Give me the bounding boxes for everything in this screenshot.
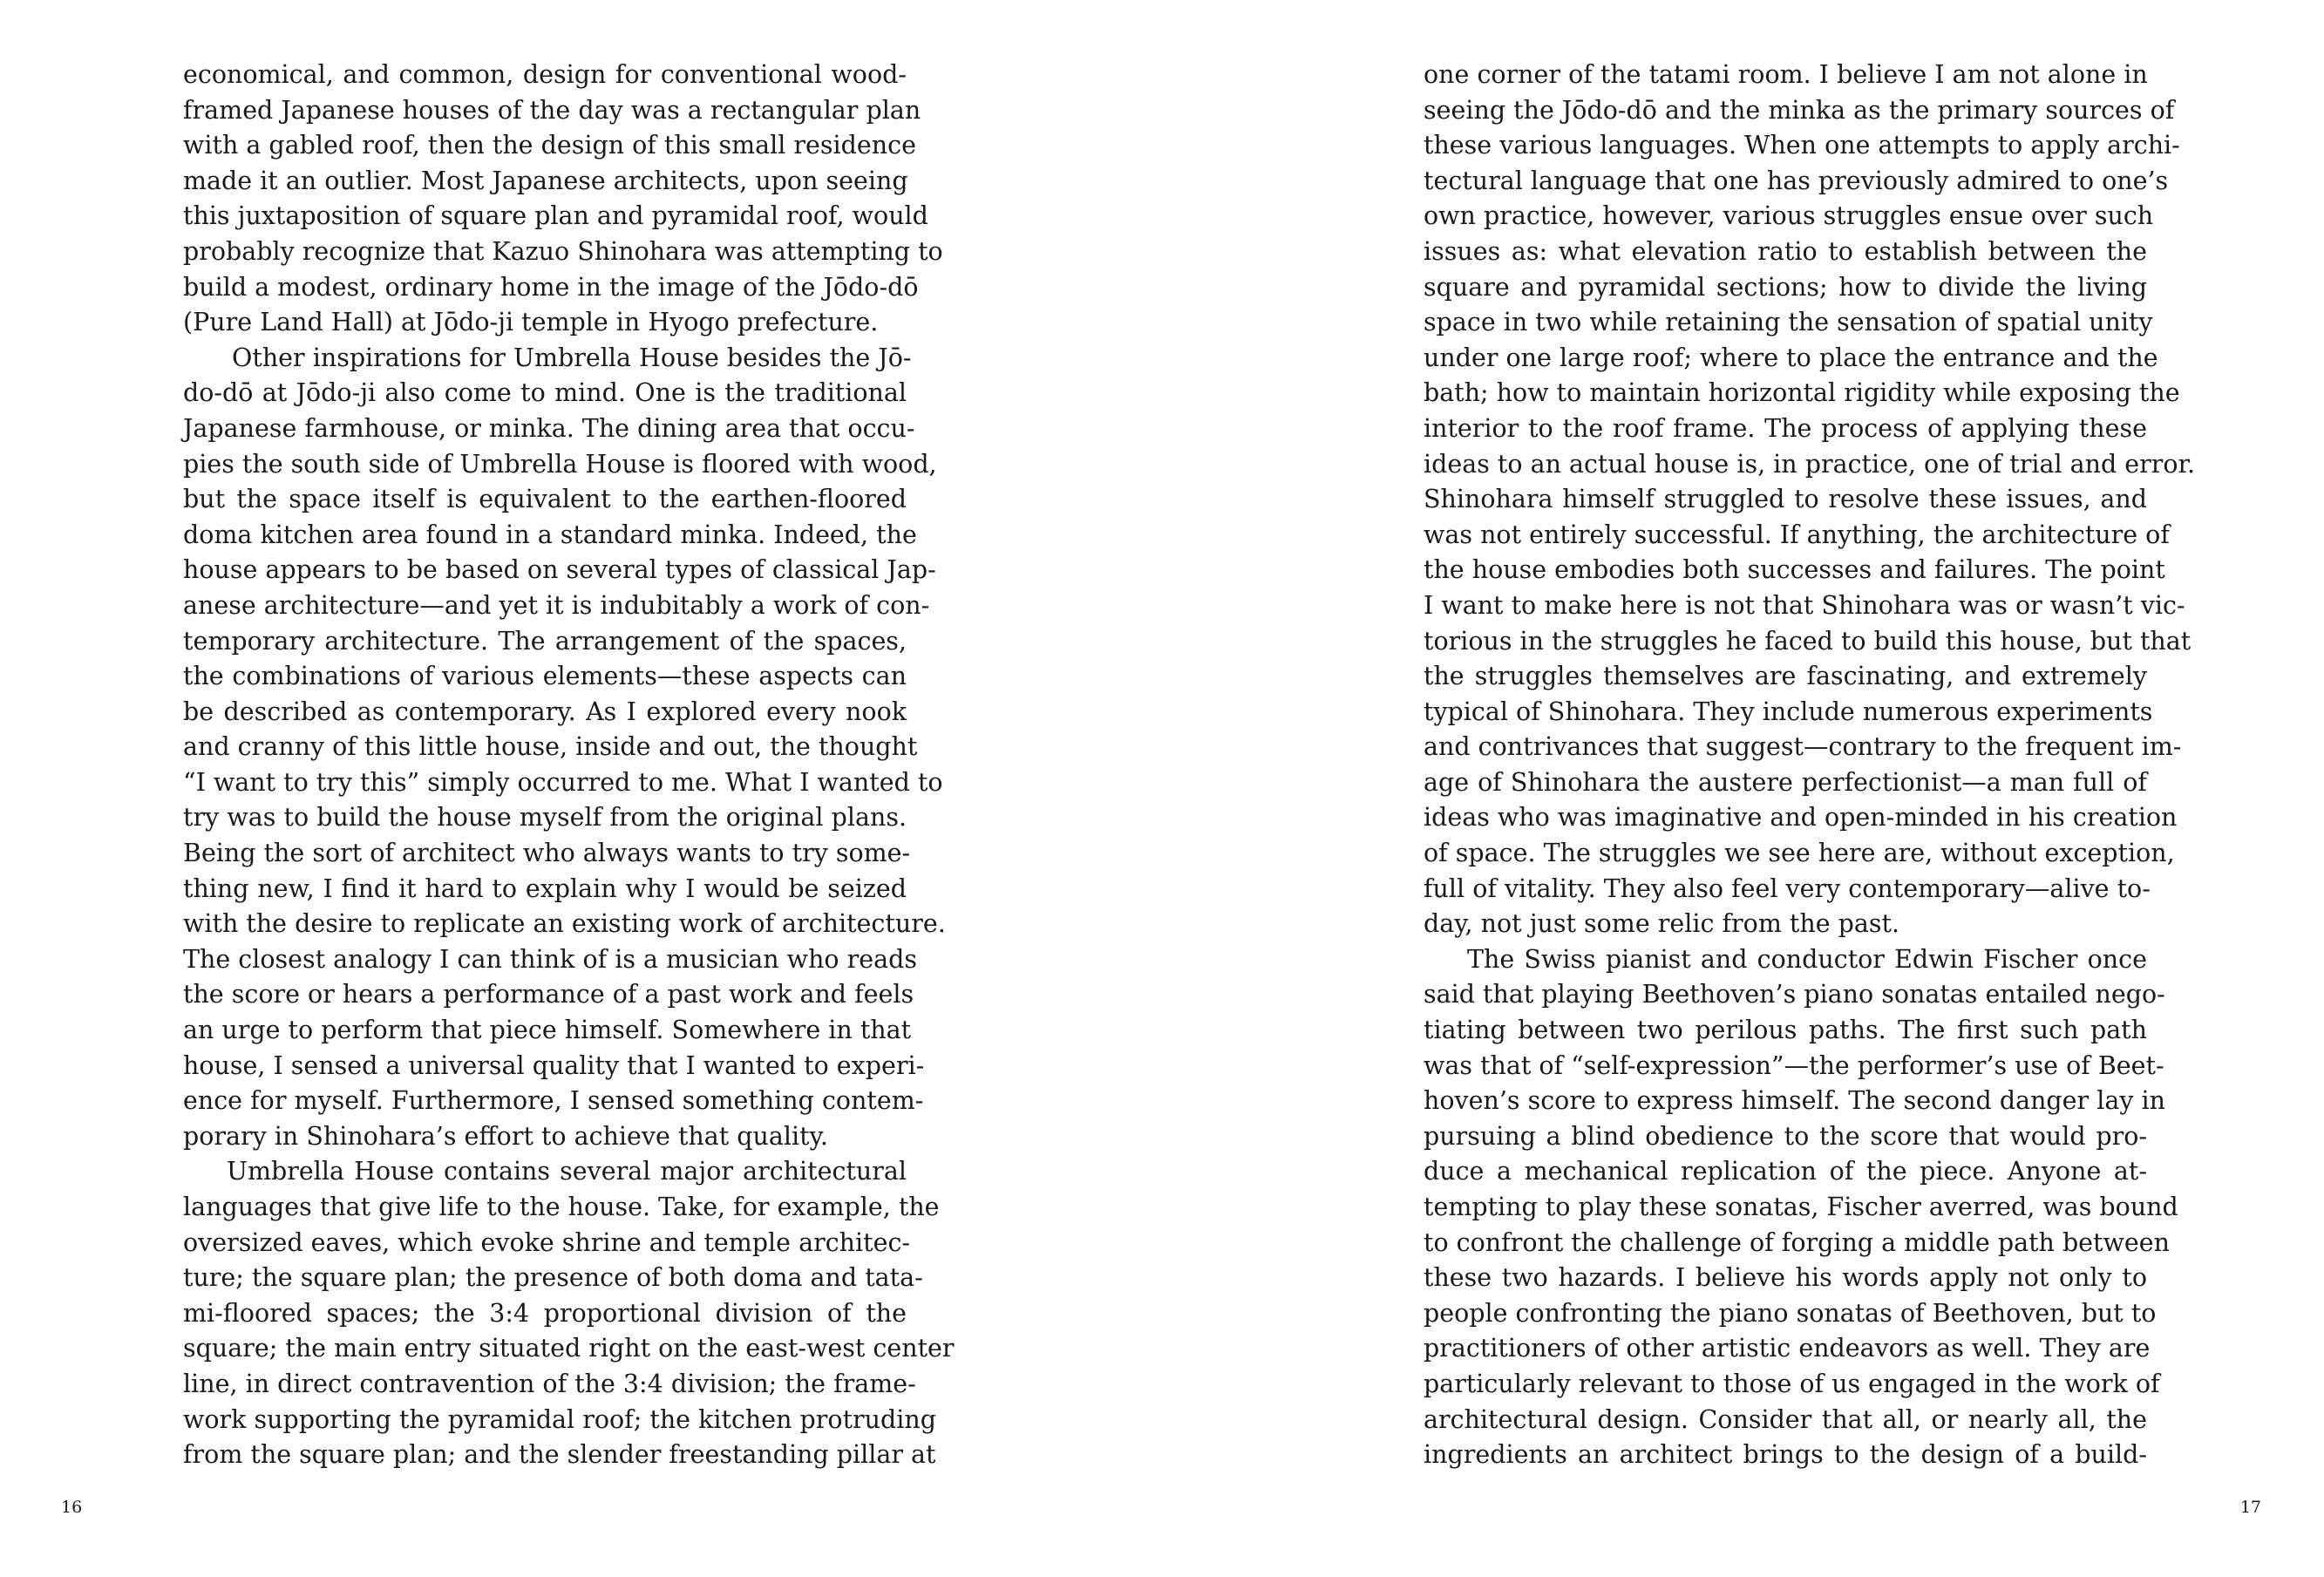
text-line: was that of “self-expression”—the performer’s use of Beet-	[1424, 1050, 2164, 1080]
text-line: build a modest, ordinary home in the image of the Jōdo-dō	[183, 272, 919, 302]
text-line: ideas to an actual house is, in practice, one of trial and error.	[1424, 449, 2196, 479]
text-line: pursuing a blind obedience to the score that would pro-	[1424, 1121, 2147, 1151]
text-line: I want to make here is not that Shinohara was or wasn’t vic-	[1424, 590, 2185, 620]
text-line: and contrivances that suggest—contrary to the frequent im-	[1424, 732, 2182, 762]
text-line: framed Japanese houses of the day was a rectangular plan	[183, 95, 921, 125]
text-line: the house embodies both successes and failures. The point	[1424, 555, 2165, 585]
text-line: these two hazards. I believe his words apply not only to	[1424, 1263, 2147, 1293]
text-line: the struggles themselves are fascinating, and extremely	[1424, 662, 2147, 691]
text-line: ture; the square plan; the presence of both doma and tata-	[183, 1263, 923, 1293]
text-line: Shinohara himself struggled to resolve these issues, and	[1424, 485, 2147, 514]
text-line: with a gabled roof, then the design of this small residence	[183, 131, 916, 160]
text-line: under one large roof; where to place the entrance and the	[1424, 343, 2158, 372]
text-line: doma kitchen area found in a standard minka. Indeed, the	[183, 520, 917, 549]
text-line: temporary architecture. The arrangement of the spaces,	[183, 626, 907, 656]
text-line: ideas who was imaginative and open-minded in his creation	[1424, 803, 2178, 833]
text-line: bath; how to maintain horizontal rigidity while exposing the	[1424, 378, 2180, 408]
text-line: torious in the struggles he faced to build this house, but that	[1424, 626, 2191, 656]
text-line: said that playing Beethoven’s piano sonatas entailed nego-	[1424, 980, 2165, 1009]
text-line: to confront the challenge of forging a middle path between	[1424, 1227, 2170, 1257]
text-line: but the space itself is equivalent to the earthen-floored	[183, 485, 907, 514]
right-page-body	[1424, 58, 2196, 1473]
text-line: Umbrella House contains several major architectural	[227, 1157, 907, 1186]
text-line: oversized eaves, which evoke shrine and temple architec-	[183, 1227, 911, 1257]
text-line: interior to the roof frame. The process of applying these	[1424, 413, 2147, 443]
right-page	[1162, 0, 2324, 1577]
text-line: age of Shinohara the austere perfectionist—a man full of	[1424, 767, 2147, 797]
text-line: ence for myself. Furthermore, I sensed something contem-	[183, 1086, 924, 1116]
text-line: tectural language that one has previously admired to one’s	[1424, 166, 2169, 195]
text-line: own practice, however, various struggles ensue over such	[1424, 201, 2154, 231]
page-number-right: 17	[2239, 1498, 2261, 1517]
text-line: The Swiss pianist and conductor Edwin Fischer once	[1467, 944, 2147, 974]
text-line: these various languages. When one attempts to apply archi-	[1424, 131, 2180, 160]
text-line: be described as contemporary. As I explored every nook	[183, 697, 907, 726]
text-line: space in two while retaining the sensation of spatial unity	[1424, 308, 2153, 337]
text-line: Japanese farmhouse, or minka. The dining area that occu-	[183, 413, 915, 443]
text-line: hoven’s score to express himself. The second danger lay in	[1424, 1086, 2165, 1116]
text-line: day, not just some relic from the past.	[1424, 909, 1900, 939]
text-line: house appears to be based on several types of classical Jap-	[183, 555, 936, 585]
text-line: line, in direct contravention of the 3:4 division; the frame-	[183, 1369, 916, 1398]
text-line: issues as: what elevation ratio to establish between the	[1424, 236, 2147, 266]
text-line: of space. The struggles we see here are, without exception,	[1424, 839, 2175, 868]
text-line: work supporting the pyramidal roof; the kitchen protruding	[183, 1404, 936, 1434]
text-line: economical, and common, design for conventional wood-	[183, 60, 907, 89]
page-number-left: 16	[61, 1498, 83, 1517]
text-line: thing new, I find it hard to explain why I would be seized	[183, 873, 907, 903]
text-line: (Pure Land Hall) at Jōdo-ji temple in Hyogo prefecture.	[183, 308, 879, 337]
text-line: tempting to play these sonatas, Fischer averred, was bound	[1424, 1193, 2178, 1221]
text-line: Other inspirations for Umbrella House besides the Jō-	[232, 343, 912, 372]
text-line: an urge to perform that piece himself. Somewhere in that	[183, 1016, 912, 1045]
text-line: probably recognize that Kazuo Shinohara was attempting to	[183, 236, 943, 266]
text-line: Being the sort of architect who always wants to try some-	[183, 839, 911, 868]
text-line: pies the south side of Umbrella House is floored with wood,	[183, 449, 937, 479]
text-line: architectural design. Consider that all, or nearly all, the	[1424, 1404, 2147, 1434]
text-line: people confronting the piano sonatas of Beethoven, but to	[1424, 1298, 2157, 1328]
left-page-body	[183, 58, 955, 1473]
text-line: practitioners of other artistic endeavors as well. They are	[1424, 1334, 2151, 1363]
text-line: seeing the Jōdo-dō and the minka as the primary sources of	[1424, 95, 2175, 125]
text-line: anese architecture—and yet it is indubitably a work of con-	[183, 590, 930, 620]
text-line: house, I sensed a universal quality that I wanted to experi-	[183, 1050, 925, 1080]
text-line: ingredients an architect brings to the design of a build-	[1424, 1440, 2147, 1470]
text-line: the combinations of various elements—these aspects can	[183, 662, 907, 691]
text-line: “I want to try this” simply occurred to me. What I wanted to	[183, 767, 943, 797]
text-line: square and pyramidal sections; how to divide the living	[1424, 272, 2147, 302]
text-line: mi-floored spaces; the 3:4 proportional division of the	[183, 1298, 907, 1328]
text-line: typical of Shinohara. They include numerous experiments	[1424, 697, 2153, 726]
text-line: from the square plan; and the slender freestanding pillar at	[183, 1440, 936, 1470]
text-line: the score or hears a performance of a past work and feels	[183, 980, 914, 1009]
text-line: particularly relevant to those of us engaged in the work of	[1424, 1369, 2160, 1398]
text-line: square; the main entry situated right on the east-west center	[183, 1334, 955, 1363]
text-line: made it an outlier. Most Japanese architects, upon seeing	[183, 166, 908, 195]
text-line: tiating between two perilous paths. The first such path	[1424, 1016, 2147, 1045]
text-line: one corner of the tatami room. I believe I am not alone in	[1424, 60, 2148, 89]
text-line: try was to build the house myself from the original plans.	[183, 803, 907, 833]
text-line: do-dō at Jōdo-ji also come to mind. One is the traditional	[183, 378, 907, 408]
text-line: was not entirely successful. If anything, the architecture of	[1424, 520, 2170, 549]
text-line: with the desire to replicate an existing work of architecture.	[183, 909, 946, 939]
text-line: porary in Shinohara’s effort to achieve that quality.	[183, 1121, 828, 1151]
text-line: The closest analogy I can think of is a musician who reads	[183, 944, 918, 974]
text-line: and cranny of this little house, inside and out, the thought	[183, 732, 918, 762]
text-line: languages that give life to the house. Take, for example, the	[183, 1193, 940, 1221]
text-line: full of vitality. They also feel very contemporary—alive to-	[1424, 873, 2151, 903]
text-line: duce a mechanical replication of the piece. Anyone at-	[1424, 1157, 2147, 1186]
text-line: this juxtaposition of square plan and pyramidal roof, would	[183, 201, 928, 231]
